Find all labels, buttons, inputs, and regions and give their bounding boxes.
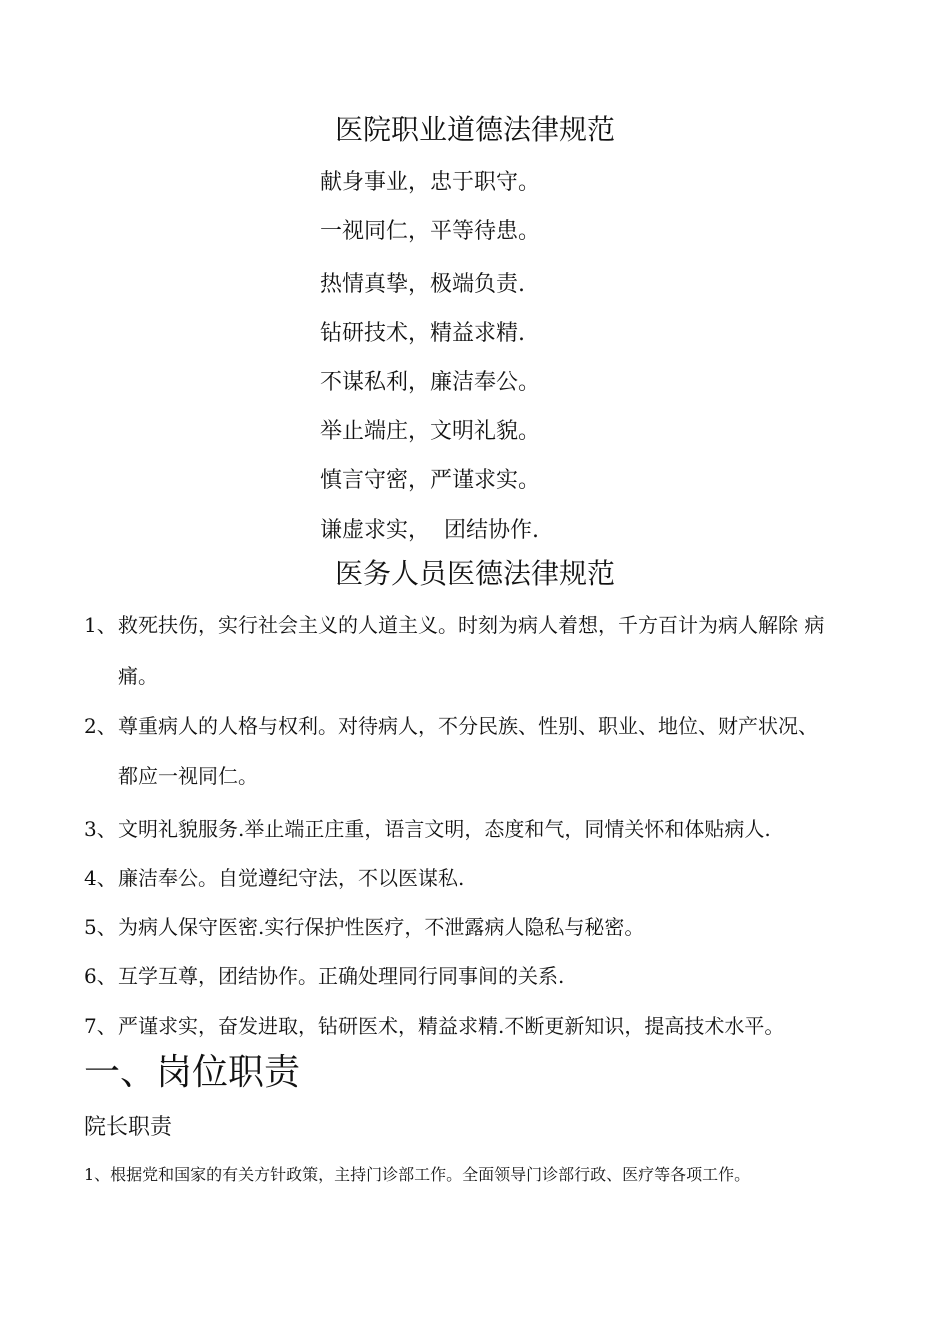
rule-item — [84, 961, 884, 991]
rule-text: 救死扶伤，实行社会主义的人道主义。时刻为病人着想，千方百计为病人解除 病 — [118, 613, 825, 637]
rule-item — [84, 610, 884, 640]
rule-item — [84, 1011, 884, 1041]
rule-text: 互学互尊，团结协作。正确处理同行同事间的关系. — [118, 964, 565, 988]
motto-line: 钻研技术，精益求精. — [320, 321, 525, 346]
rule-item — [84, 863, 884, 893]
motto-line: 慎言守密，严谨求实。 — [320, 468, 541, 493]
rule-text: 文明礼貌服务.举止端正庄重，语言文明，态度和气，同情关怀和体贴病人. — [118, 817, 771, 841]
rule-number: 1、 — [84, 613, 117, 637]
motto-line: 献身事业，忠于职守。 — [320, 170, 541, 195]
subheading: 院长职责 — [84, 1115, 173, 1140]
document-title: 医院职业道德法律规范 — [334, 113, 615, 146]
rule-text: 廉洁奉公。自觉遵纪守法，不以医谋私. — [118, 866, 465, 890]
motto-line: 举止端庄，文明礼貌。 — [320, 419, 541, 444]
rule-number: 4、 — [84, 866, 117, 890]
rule-number: 2、 — [84, 714, 117, 738]
motto-line: 谦虚求实， 团结协作. — [320, 518, 539, 543]
rule-text: 严谨求实，奋发进取，钻研医术，精益求精.不断更新知识，提高技术水平。 — [118, 1014, 785, 1038]
motto-line: 不谋私利，廉洁奉公。 — [320, 370, 541, 395]
rule-text-continued: 痛。 — [118, 664, 158, 688]
rule-item — [84, 814, 884, 844]
rule-text: 尊重病人的人格与权利。对待病人，不分民族、性别、职业、地位、财产状况、 — [118, 714, 818, 738]
rule-number: 5、 — [84, 915, 117, 939]
section-title: 医务人员医德法律规范 — [334, 557, 615, 590]
rule-text: 为病人保守医密.实行保护性医疗，不泄露病人隐私与秘密。 — [118, 915, 645, 939]
rule-text-continued: 都应一视同仁。 — [118, 764, 258, 788]
rule-item — [84, 711, 884, 741]
section-heading: 一、岗位职责 — [84, 1052, 301, 1093]
rule-number: 6、 — [84, 964, 117, 988]
rule-item — [84, 912, 884, 942]
motto-line: 一视同仁，平等待患。 — [320, 219, 541, 244]
rule-number: 7、 — [84, 1014, 117, 1038]
body-paragraph: 1、根据党和国家的有关方针政策，主持门诊部工作。全面领导门诊部行政、医疗等各项工作。 — [84, 1165, 751, 1184]
rule-number: 3、 — [84, 817, 117, 841]
motto-line: 热情真挚，极端负责. — [320, 272, 525, 297]
